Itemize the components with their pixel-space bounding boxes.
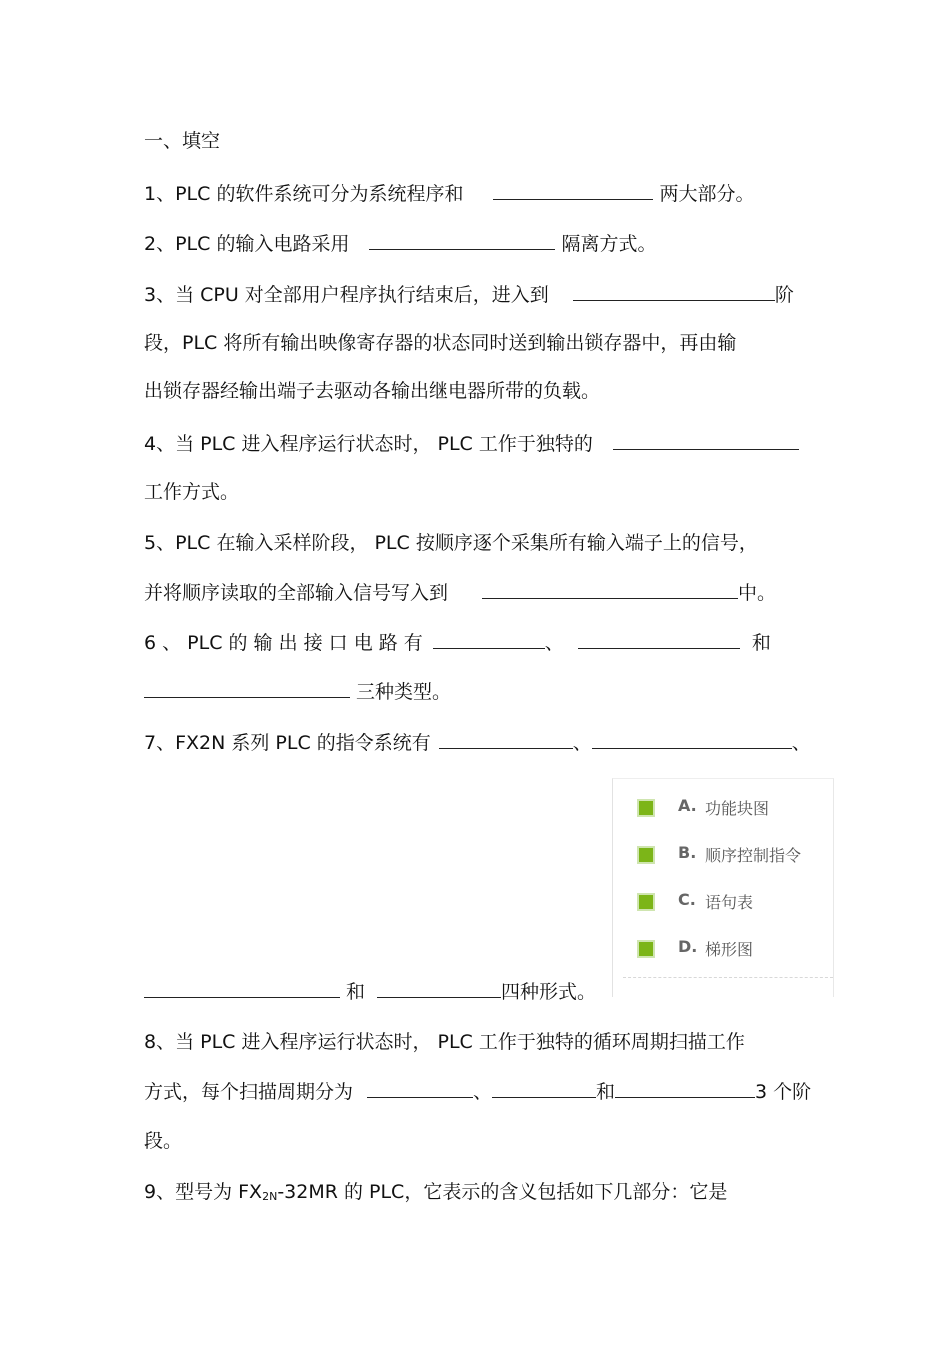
answer-blank[interactable] xyxy=(144,679,350,698)
answer-blank[interactable] xyxy=(615,1079,755,1098)
question-5-line-2: 并将顺序读取的全部输入信号写入到 中。 xyxy=(144,582,777,604)
question-5-line-1: 5、PLC 在输入采样阶段， PLC 按顺序逐个采集所有输入端子上的信号， xyxy=(144,532,758,554)
question-4-line-1: 4、当 PLC 进入程序运行状态时， PLC 工作于独特的 xyxy=(144,431,799,456)
answer-blank[interactable] xyxy=(369,231,555,250)
checkbox-icon[interactable] xyxy=(637,940,655,958)
answer-blank[interactable] xyxy=(573,282,775,301)
question-3-line-2: 段，PLC 将所有输出映像寄存器的状态同时送到输出锁存器中，再由输 xyxy=(144,332,737,354)
options-panel: A. 功能块图 B. 顺序控制指令 C. 语句表 D. 梯形图 xyxy=(612,778,834,997)
question-9: 9、型号为 $FX_{2N}-32MR$ 的 PLC，它表示的含义包括如下几部分：它是 xyxy=(144,1181,728,1203)
question-7-line-2: 和 四种形式。 xyxy=(144,979,596,1004)
answer-blank[interactable] xyxy=(613,431,799,450)
question-1: 1、PLC 的软件系统可分为系统程序和 两大部分。 xyxy=(144,183,755,205)
divider xyxy=(623,977,833,978)
question-3-line-3: 出锁存器经输出端子去驱动各输出继电器所带的负载。 xyxy=(144,380,601,402)
question-6-line-1: 6 、 PLC 的 输 出 接 口 电 路 有 、 和 xyxy=(144,632,771,654)
question-6-line-2: 三种类型。 xyxy=(144,679,451,704)
section-title: 一、填空 xyxy=(144,130,221,152)
question-8-line-2: 方式，每个扫描周期分为 、 和 3 个阶 xyxy=(144,1081,812,1103)
answer-blank[interactable] xyxy=(433,630,545,649)
answer-blank[interactable] xyxy=(377,979,501,998)
answer-blank[interactable] xyxy=(492,1079,596,1098)
question-7-line-1: 7、FX2N 系列 PLC 的指令系统有 、 、 xyxy=(144,732,811,754)
question-8-line-1: 8、当 PLC 进入程序运行状态时， PLC 工作于独特的循环周期扫描工作 xyxy=(144,1031,745,1053)
question-8-line-3: 段。 xyxy=(144,1130,183,1152)
checkbox-icon[interactable] xyxy=(637,893,655,911)
answer-blank[interactable] xyxy=(439,730,573,749)
answer-blank[interactable] xyxy=(482,580,738,599)
answer-blank[interactable] xyxy=(592,730,792,749)
checkbox-icon[interactable] xyxy=(637,846,655,864)
answer-blank[interactable] xyxy=(578,630,740,649)
answer-blank[interactable] xyxy=(144,979,340,998)
answer-blank[interactable] xyxy=(493,181,653,200)
checkbox-icon[interactable] xyxy=(637,799,655,817)
subscript: 2N xyxy=(262,1190,278,1203)
question-4-line-2: 工作方式。 xyxy=(144,481,240,503)
answer-blank[interactable] xyxy=(367,1079,473,1098)
question-2: 2、PLC 的输入电路采用 隔离方式。 xyxy=(144,233,657,255)
question-3-line-1: 3、当 CPU 对全部用户程序执行结束后，进入到 阶 xyxy=(144,284,794,306)
